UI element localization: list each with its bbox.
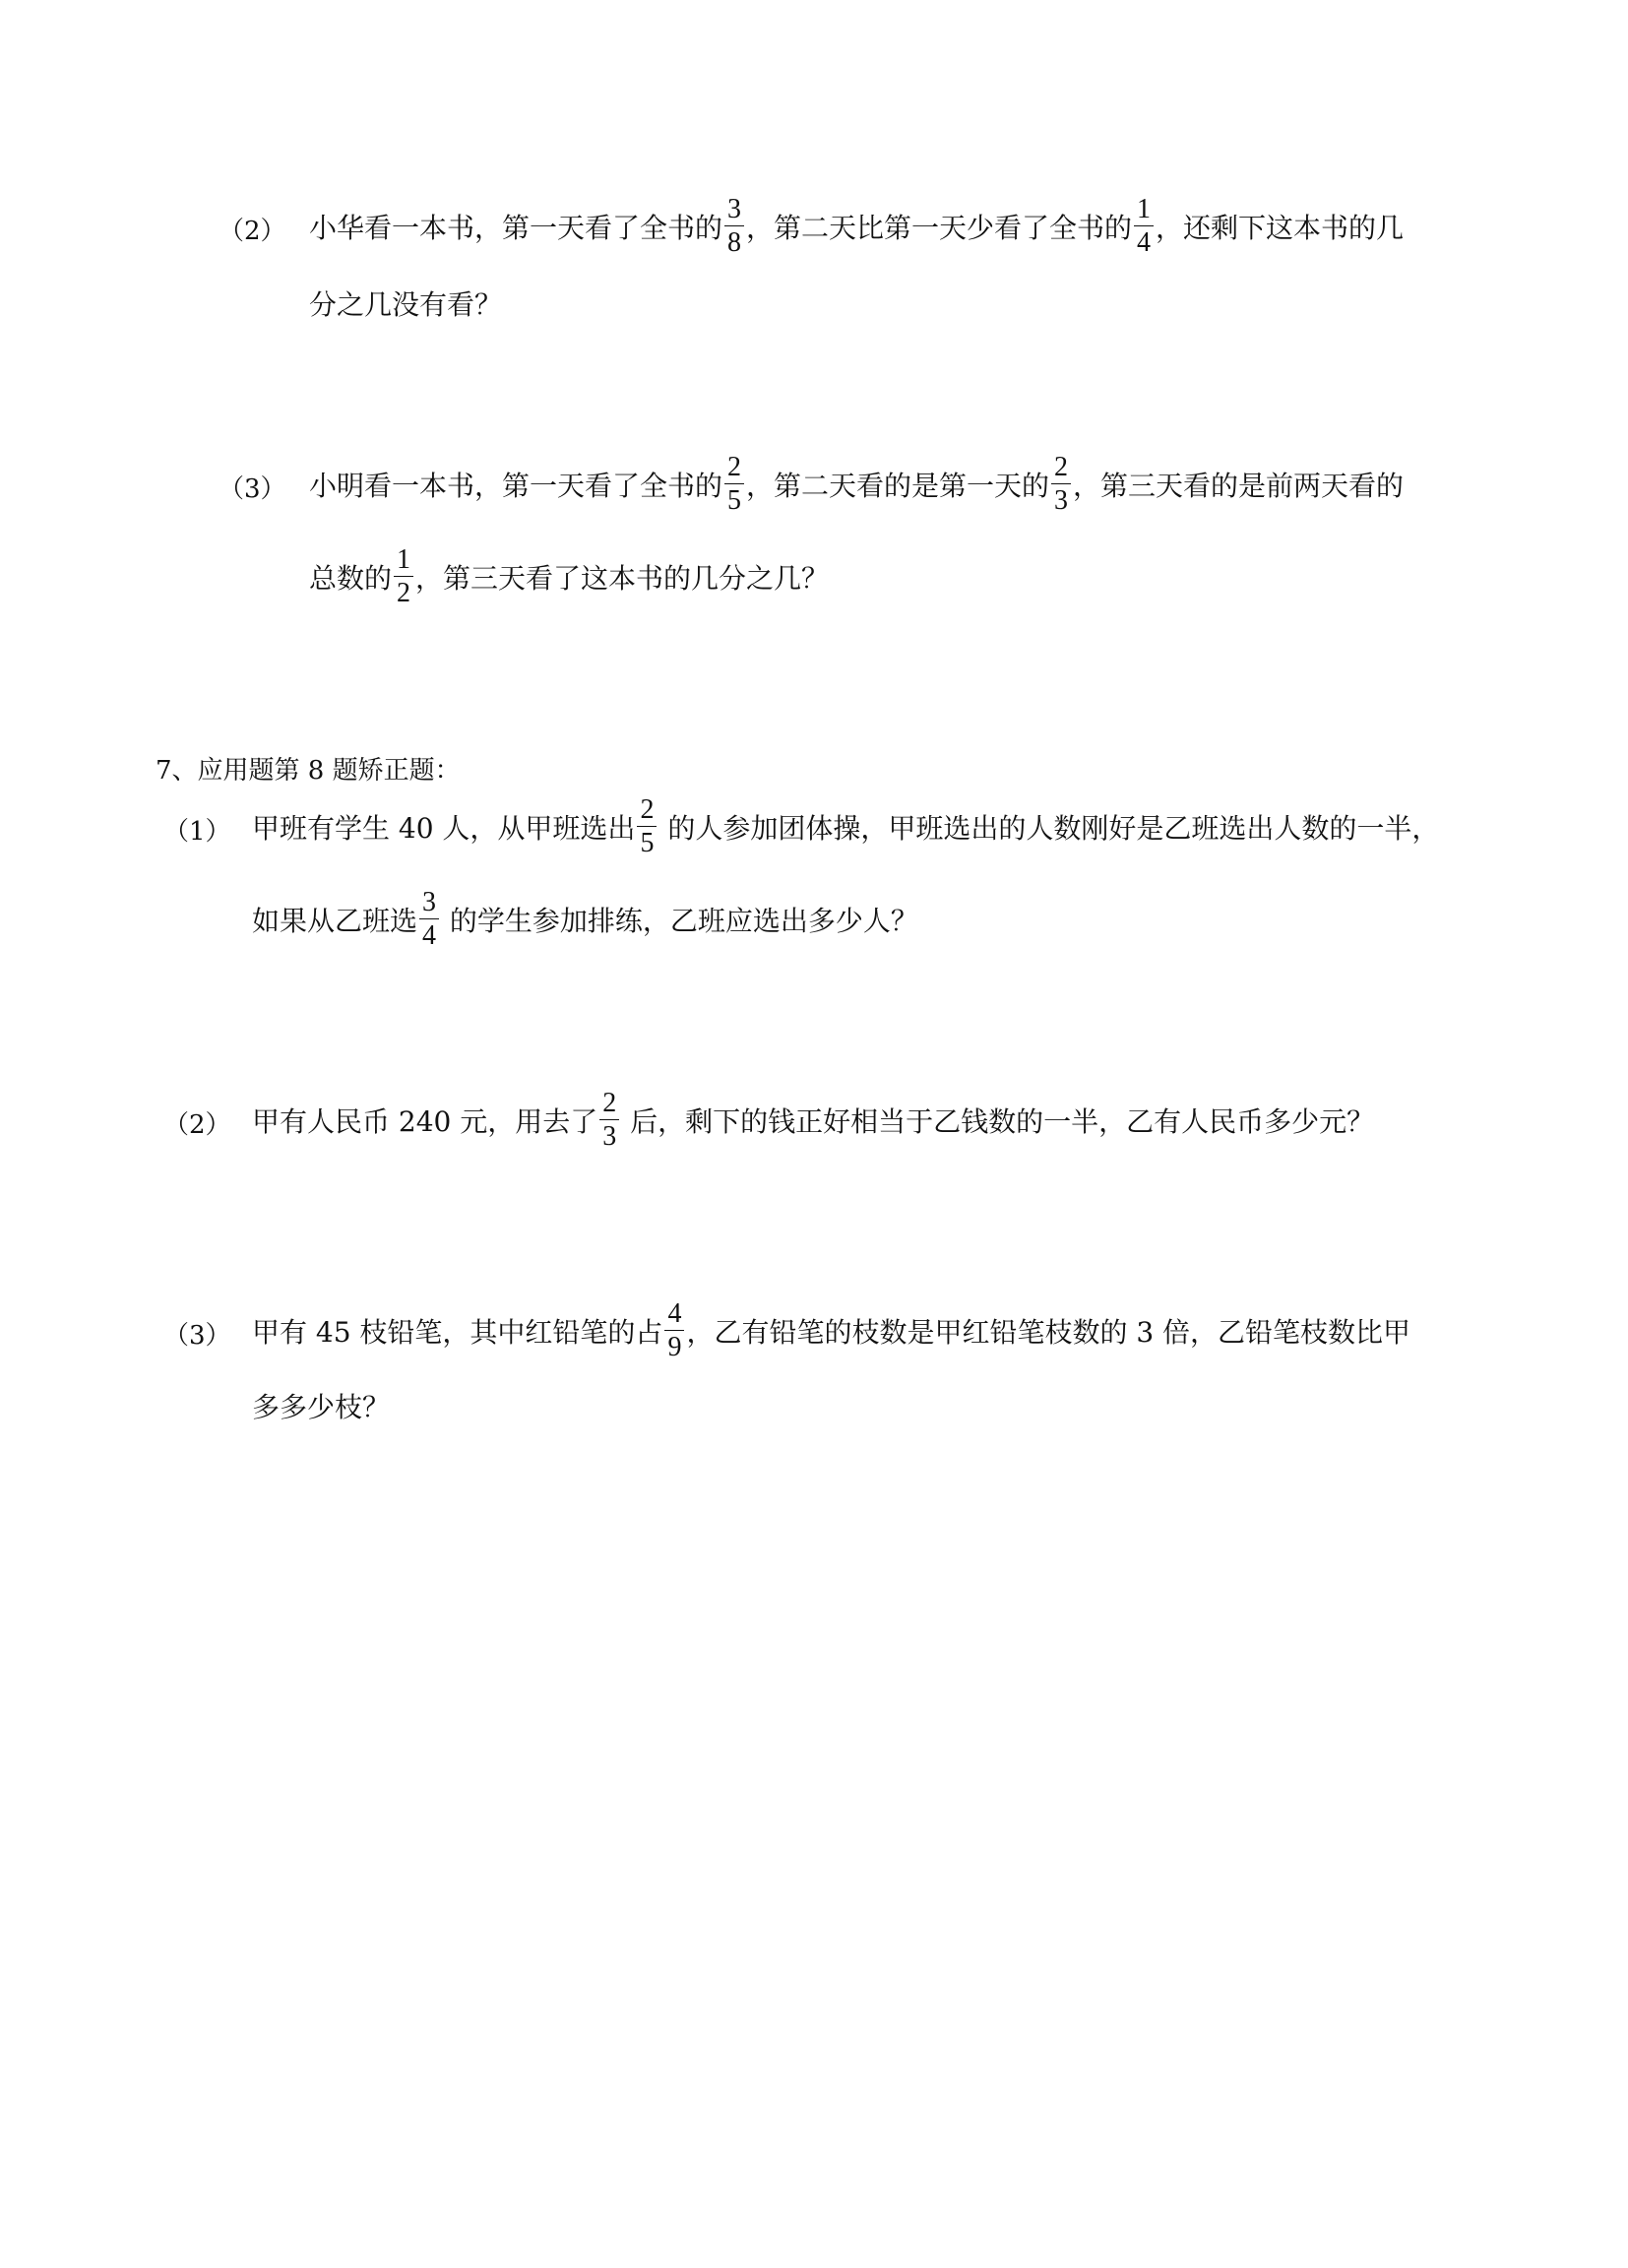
- fraction-numerator: 2: [602, 1088, 617, 1118]
- section-heading: 7、应用题第 8 题矫正题：: [156, 756, 461, 786]
- text-segment: 甲有 45 枝铅笔，其中红铅笔的占: [252, 1315, 663, 1349]
- fraction: [419, 888, 439, 951]
- fraction-bar: [599, 1119, 619, 1120]
- text-segment: 后，剩下的钱正好相当于乙钱数的一半，乙有人民币多少元？: [621, 1104, 1375, 1138]
- question-text-line: [252, 1088, 1375, 1154]
- fraction-denominator: 8: [727, 227, 742, 259]
- fraction-bar: [664, 1330, 684, 1331]
- question-number: （2）: [163, 1110, 231, 1140]
- question-number: （2）: [219, 217, 286, 246]
- fraction-numerator: 1: [1137, 194, 1152, 224]
- question-number: （3）: [163, 1321, 231, 1351]
- fraction-bar: [724, 225, 744, 226]
- text-segment: ，第三天看的是前两天看的: [1073, 469, 1405, 502]
- fraction-denominator: 2: [397, 578, 411, 609]
- fraction-denominator: 5: [640, 828, 655, 859]
- fraction-numerator: 3: [422, 887, 437, 917]
- fraction-denominator: 3: [602, 1121, 617, 1153]
- question-text-line: [252, 1298, 1411, 1364]
- text-segment: 小明看一本书，第一天看了全书的: [309, 469, 723, 502]
- fraction-numerator: 2: [727, 452, 742, 482]
- fraction: [664, 1299, 684, 1362]
- text-segment: 甲班有学生 40 人，从甲班选出: [252, 811, 636, 845]
- question-text-line: 分之几没有看？: [309, 288, 503, 321]
- text-segment: 的人参加团体操，甲班选出的人数刚好是乙班选出人数的一半，: [658, 811, 1440, 845]
- text-segment: ，还剩下这本书的几: [1156, 211, 1405, 244]
- text-segment: ，第二天看的是第一天的: [746, 469, 1050, 502]
- text-segment: 小华看一本书，第一天看了全书的: [309, 211, 723, 244]
- fraction-denominator: 4: [422, 920, 437, 952]
- fraction-bar: [419, 918, 439, 919]
- fraction-denominator: 9: [667, 1332, 682, 1363]
- fraction: [599, 1089, 619, 1152]
- fraction: [394, 545, 413, 608]
- fraction: [724, 453, 744, 516]
- fraction-numerator: 2: [640, 794, 655, 825]
- fraction-numerator: 4: [667, 1298, 682, 1329]
- fraction: [1051, 453, 1071, 516]
- question-number: （1）: [163, 817, 231, 847]
- question-text-line: [309, 452, 1405, 518]
- fraction-numerator: 3: [727, 194, 742, 224]
- question-text-line: [252, 794, 1440, 860]
- text-segment: ，乙有铅笔的枝数是甲红铅笔枝数的 3 倍，乙铅笔枝数比甲: [686, 1315, 1411, 1349]
- fraction: [637, 795, 657, 858]
- text-segment: 如果从乙班选: [252, 904, 418, 937]
- text-segment: 总数的: [309, 561, 393, 595]
- text-segment: ，第三天看了这本书的几分之几？: [415, 561, 830, 595]
- fraction-numerator: 1: [397, 544, 411, 575]
- text-segment: 甲有人民币 240 元，用去了: [252, 1104, 598, 1138]
- text-segment: ，第二天比第一天少看了全书的: [746, 211, 1133, 244]
- fraction-bar: [1051, 483, 1071, 484]
- question-text-line: [252, 887, 918, 953]
- fraction-denominator: 5: [727, 485, 742, 517]
- fraction: [1134, 195, 1154, 258]
- fraction-bar: [637, 826, 657, 827]
- fraction-denominator: 4: [1137, 227, 1152, 259]
- question-text-line: 多多少枝？: [252, 1391, 391, 1423]
- fraction-bar: [394, 576, 413, 577]
- fraction-bar: [724, 483, 744, 484]
- question-number: （3）: [219, 474, 286, 504]
- text-segment: 的学生参加排练，乙班应选出多少人？: [441, 904, 918, 937]
- question-text-line: [309, 544, 830, 610]
- fraction: [724, 195, 744, 258]
- fraction-numerator: 2: [1054, 452, 1069, 482]
- question-text-line: [309, 194, 1405, 260]
- fraction-denominator: 3: [1054, 485, 1069, 517]
- fraction-bar: [1134, 225, 1154, 226]
